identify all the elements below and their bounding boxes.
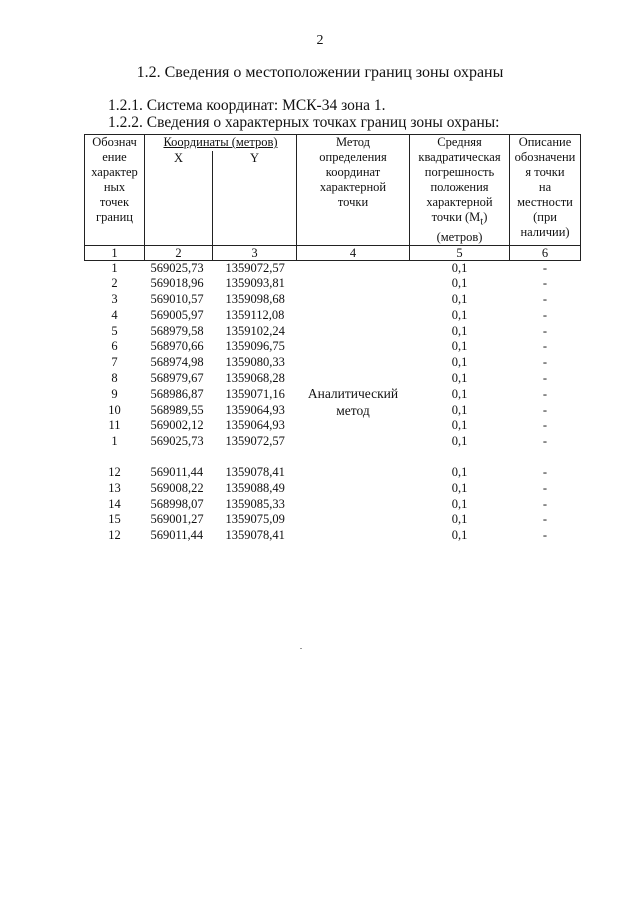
point-number-cell: 7 [111, 355, 118, 370]
x-coordinate-cell: 568979,67 [150, 371, 204, 386]
section-title: 1.2. Сведения о местоположении границ зоны охраны [136, 64, 504, 81]
mean-error-cell: 0,1 [451, 323, 468, 338]
header-y: Y [213, 151, 297, 245]
point-number-cell: 6 [111, 339, 118, 354]
mean-error-cell: 0,1 [451, 386, 468, 401]
point-number-cell: 1 [111, 434, 118, 449]
header-x: X [145, 151, 213, 245]
mean-error-cell: 0,1 [451, 307, 468, 322]
point-number-cell: 5 [111, 323, 118, 338]
x-coordinate-cell: 568986,87 [150, 386, 204, 401]
x-coordinate-cell: 569025,73 [150, 260, 204, 275]
spacer-cell [85, 450, 145, 465]
point-number-cell: 9 [111, 386, 118, 401]
x-coordinate-cell: 568970,66 [150, 339, 204, 354]
point-number-cell: 15 [108, 512, 121, 527]
description-cell: - [542, 276, 548, 291]
scan-speck [300, 648, 302, 649]
header-point-designation: Обознач ение характер ных точек границ [85, 135, 145, 246]
column-number: 3 [213, 245, 297, 260]
spacer-cell [410, 450, 510, 465]
x-coordinate-cell: 569001,27 [150, 512, 204, 527]
y-coordinate-cell: 1359072,57 [225, 260, 285, 275]
point-number-cell: 8 [111, 371, 118, 386]
y-coordinate-cell: 1359078,41 [225, 528, 285, 543]
y-coordinate-cell: 1359096,75 [225, 339, 285, 354]
description-cell: - [542, 465, 548, 480]
point-number-cell: 10 [108, 402, 121, 417]
y-coordinate-cell: 1359078,41 [225, 465, 285, 480]
point-number-cell: 3 [111, 292, 118, 307]
mean-error-cell: 0,1 [451, 496, 468, 511]
header-description: Описание обозначени я точки на местности (при наличии) [510, 135, 581, 246]
description-cell: - [542, 480, 548, 495]
y-coordinate-cell: 1359068,28 [225, 371, 285, 386]
x-coordinate-cell: 569011,44 [150, 465, 204, 480]
description-cell: - [542, 496, 548, 511]
point-number-cell: 4 [111, 307, 118, 322]
mean-error-cell: 0,1 [451, 434, 468, 449]
x-coordinate-cell: 569010,57 [150, 292, 204, 307]
spacer-cell [145, 450, 213, 465]
description-cell: - [542, 371, 548, 386]
y-coordinate-cell: 1359085,33 [225, 496, 285, 511]
page-number: 2 [316, 33, 324, 48]
x-coordinate-cell: 569008,22 [150, 480, 204, 495]
y-coordinate-cell: 1359093,81 [225, 276, 285, 291]
x-coordinate-cell: 568989,55 [150, 402, 204, 417]
description-cell: - [542, 528, 548, 543]
header-coordinates: Координаты (метров) [145, 135, 297, 151]
point-number-cell: 12 [108, 465, 121, 480]
y-coordinate-cell: 1359064,93 [225, 418, 285, 433]
x-coordinate-cell: 569025,73 [150, 434, 204, 449]
x-coordinate-cell: 568979,58 [150, 323, 204, 338]
points-info-line: 1.2.2. Сведения о характерных точках границ зоны охраны: [108, 114, 500, 131]
mean-error-cell: 0,1 [451, 465, 468, 480]
mean-error-cell: 0,1 [451, 480, 468, 495]
column-number: 6 [510, 245, 581, 260]
y-coordinate-cell: 1359075,09 [225, 512, 285, 527]
x-coordinate-cell: 569002,12 [150, 418, 204, 433]
column-number: 5 [410, 245, 510, 260]
table-row [85, 260, 581, 276]
header-method: Метод определения координат характерной точки [297, 135, 410, 246]
description-cell: - [542, 260, 548, 275]
description-cell: - [542, 402, 548, 417]
description-cell: - [542, 307, 548, 322]
spacer-cell [510, 450, 581, 465]
point-number-cell: 12 [108, 528, 121, 543]
point-number-cell: 11 [108, 418, 121, 433]
table-body [85, 260, 581, 544]
mean-error-cell: 0,1 [451, 292, 468, 307]
y-coordinate-cell: 1359071,16 [225, 386, 285, 401]
description-cell: - [542, 292, 548, 307]
mean-error-cell: 0,1 [451, 355, 468, 370]
x-coordinate-cell: 569005,97 [150, 307, 204, 322]
description-cell: - [542, 386, 548, 401]
description-cell: - [542, 512, 548, 527]
coordinate-system-line: 1.2.1. Система координат: МСК-34 зона 1. [108, 97, 386, 114]
y-coordinate-cell: 1359098,68 [225, 292, 285, 307]
spacer-cell [213, 450, 297, 465]
mean-error-cell: 0,1 [451, 402, 468, 417]
description-cell: - [542, 355, 548, 370]
point-number-cell: 13 [108, 480, 121, 495]
point-number-cell: 1 [111, 260, 118, 275]
x-coordinate-cell: 569011,44 [150, 528, 204, 543]
mean-error-cell: 0,1 [451, 418, 468, 433]
mean-error-cell: 0,1 [451, 371, 468, 386]
point-number-cell: 14 [108, 496, 121, 511]
mean-error-cell: 0,1 [451, 260, 468, 275]
column-number: 2 [145, 245, 213, 260]
description-cell: - [542, 418, 548, 433]
description-cell: - [542, 323, 548, 338]
x-coordinate-cell: 569018,96 [150, 276, 204, 291]
column-number: 4 [297, 245, 410, 260]
y-coordinate-cell: 1359080,33 [225, 355, 285, 370]
mean-error-cell: 0,1 [451, 528, 468, 543]
description-cell: - [542, 339, 548, 354]
y-coordinate-cell: 1359088,49 [225, 480, 285, 495]
mean-error-cell: 0,1 [451, 276, 468, 291]
method-cell: Аналитический метод [307, 386, 399, 419]
y-coordinate-cell: 1359064,93 [225, 402, 285, 417]
header-mean-error: Средняя квадратическая погрешность положения характерной точки $(M_t)$ (метров) [410, 135, 510, 246]
y-coordinate-cell: 1359112,08 [225, 307, 285, 322]
x-coordinate-cell: 568998,07 [150, 496, 204, 511]
point-number-cell: 2 [111, 276, 118, 291]
column-number: 1 [85, 245, 145, 260]
y-coordinate-cell: 1359072,57 [225, 434, 285, 449]
y-coordinate-cell: 1359102,24 [225, 323, 285, 338]
description-cell: - [542, 434, 548, 449]
x-coordinate-cell: 568974,98 [150, 355, 204, 370]
mean-error-cell: 0,1 [451, 512, 468, 527]
mean-error-cell: 0,1 [451, 339, 468, 354]
coordinates-table [84, 134, 581, 544]
